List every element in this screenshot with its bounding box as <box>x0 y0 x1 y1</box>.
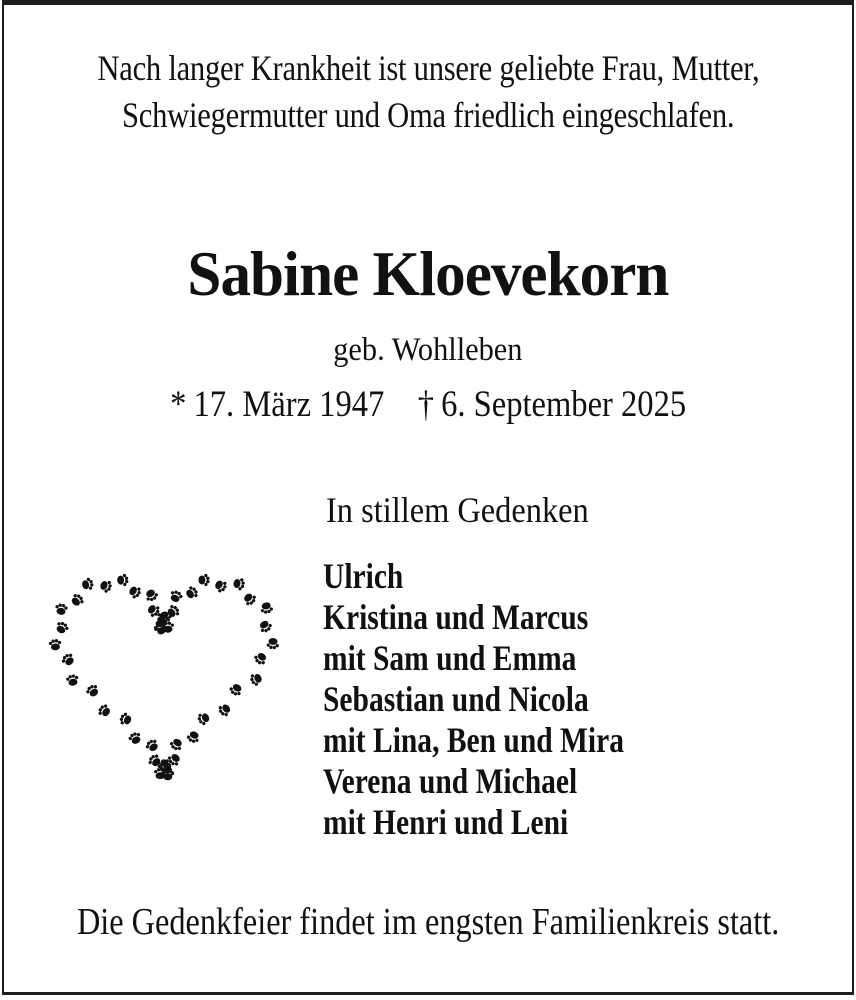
intro-text <box>0 45 856 139</box>
deceased-name: Sabine Kloevekorn <box>187 239 669 309</box>
death-date: † 6. September 2025 <box>417 384 686 425</box>
closing-line: Die Gedenkfeier findet im engsten Familienkreis statt. <box>76 901 780 943</box>
paw-print-heart-image <box>46 574 282 786</box>
mourner-line: Sebastian und Nicola <box>323 679 589 719</box>
mourner-line: mit Sam und Emma <box>323 638 577 678</box>
mourners-list <box>323 556 690 843</box>
intro-line-2: Schwiegermutter und Oma friedlich eingeschlafen. <box>121 95 735 135</box>
mourner-line: Kristina und Marcus <box>323 597 589 637</box>
mourner-line: mit Henri und Leni <box>323 802 569 842</box>
intro-line-1: Nach langer Krankheit ist unsere geliebte Frau, Mutter, <box>97 48 759 88</box>
mourner-line: Ulrich <box>323 556 404 596</box>
mourner-line: Verena und Michael <box>323 761 578 801</box>
life-dates <box>0 383 856 427</box>
maiden-name: geb. Wohlleben <box>333 332 523 368</box>
birth-date: * 17. März 1947 <box>170 384 385 425</box>
mourner-line: mit Lina, Ben und Mira <box>323 720 624 760</box>
remembrance-heading: In stillem Gedenken <box>326 490 589 530</box>
birth-star-symbol: * <box>170 384 187 425</box>
death-cross-symbol: † <box>417 384 434 425</box>
